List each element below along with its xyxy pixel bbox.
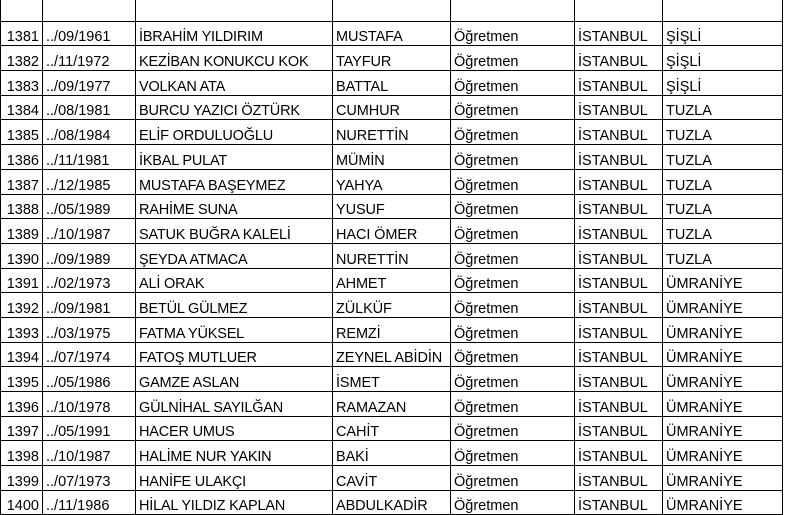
table-row: [1, 219, 783, 244]
row-number-cell: 1394: [1, 342, 43, 367]
row-number-cell: 1393: [1, 317, 43, 342]
row-number-cell: 1391: [1, 268, 43, 293]
full-name-cell: RAHİME SUNA: [136, 194, 333, 219]
birth-date-cell: ../12/1985: [43, 169, 136, 194]
city-cell: İSTANBUL: [575, 268, 663, 293]
full-name-cell: ŞEYDA ATMACA: [136, 243, 333, 268]
job-title-cell: Öğretmen: [451, 243, 575, 268]
birth-date-cell: ../05/1991: [43, 416, 136, 441]
birth-date-cell: ../05/1989: [43, 194, 136, 219]
birth-date-cell: ../11/1981: [43, 145, 136, 170]
table-row: [1, 392, 783, 417]
job-title-cell: Öğretmen: [451, 441, 575, 466]
father-name-cell: MÜMİN: [333, 145, 451, 170]
job-title-cell: Öğretmen: [451, 490, 575, 515]
table-row-partial: [1, 0, 783, 21]
birth-date-cell: ../09/1989: [43, 243, 136, 268]
table-row: [1, 416, 783, 441]
full-name-cell: HİLAL YILDIZ KAPLAN: [136, 490, 333, 515]
father-name-cell: YUSUF: [333, 194, 451, 219]
row-number-cell: 1387: [1, 169, 43, 194]
district-cell: ÜMRANİYE: [663, 317, 783, 342]
full-name-cell: ELİF ORDULUOĞLU: [136, 120, 333, 145]
full-name-cell: VOLKAN ATA: [136, 71, 333, 96]
full-name-cell: ALİ ORAK: [136, 268, 333, 293]
city-cell: İSTANBUL: [575, 169, 663, 194]
table-row: [1, 441, 783, 466]
birth-date-cell: ../09/1977: [43, 71, 136, 96]
city-cell: İSTANBUL: [575, 95, 663, 120]
father-name-cell: HACI ÖMER: [333, 219, 451, 244]
full-name-cell: SATUK BUĞRA KALELİ: [136, 219, 333, 244]
table-row: [1, 342, 783, 367]
birth-date-cell: ../10/1987: [43, 219, 136, 244]
full-name-cell: İKBAL PULAT: [136, 145, 333, 170]
city-cell: İSTANBUL: [575, 392, 663, 417]
birth-date-cell: ../02/1973: [43, 268, 136, 293]
father-name-cell: ZEYNEL ABİDİN: [333, 342, 451, 367]
birth-date-cell: ../08/1981: [43, 95, 136, 120]
table-row: [1, 145, 783, 170]
city-cell: İSTANBUL: [575, 46, 663, 71]
row-number-cell: 1383: [1, 71, 43, 96]
table-row: [1, 95, 783, 120]
father-name-cell: BAKİ: [333, 441, 451, 466]
birth-date-cell: ../11/1986: [43, 490, 136, 515]
father-name-cell: AHMET: [333, 268, 451, 293]
table-row: [1, 243, 783, 268]
table-row: [1, 367, 783, 392]
full-name-cell: MUSTAFA BAŞEYMEZ: [136, 169, 333, 194]
father-name-cell: YAHYA: [333, 169, 451, 194]
table-row: [1, 490, 783, 515]
district-cell: TUZLA: [663, 120, 783, 145]
row-number-cell: 1390: [1, 243, 43, 268]
city-cell: İSTANBUL: [575, 145, 663, 170]
full-name-cell: İBRAHİM YILDIRIM: [136, 21, 333, 46]
row-number-cell: 1388: [1, 194, 43, 219]
full-name-cell: FATOŞ MUTLUER: [136, 342, 333, 367]
row-number-cell: 1398: [1, 441, 43, 466]
table-body: [1, 0, 783, 515]
father-name-cell: MUSTAFA: [333, 21, 451, 46]
full-name-cell: GAMZE ASLAN: [136, 367, 333, 392]
row-number-cell: 1397: [1, 416, 43, 441]
job-title-cell: Öğretmen: [451, 416, 575, 441]
row-number-cell: 1400: [1, 490, 43, 515]
job-title-cell: Öğretmen: [451, 466, 575, 491]
birth-date-cell: ../10/1987: [43, 441, 136, 466]
father-name-cell: NURETTİN: [333, 243, 451, 268]
table-row: [1, 293, 783, 318]
job-title-cell: Öğretmen: [451, 219, 575, 244]
district-cell: ÜMRANİYE: [663, 293, 783, 318]
birth-date-cell: ../09/1981: [43, 293, 136, 318]
row-number-cell: 1384: [1, 95, 43, 120]
table-row: [1, 194, 783, 219]
district-cell: TUZLA: [663, 169, 783, 194]
job-title-cell: Öğretmen: [451, 169, 575, 194]
city-cell: İSTANBUL: [575, 21, 663, 46]
birth-date-cell: ../08/1984: [43, 120, 136, 145]
job-title-cell: Öğretmen: [451, 95, 575, 120]
job-title-cell: Öğretmen: [451, 268, 575, 293]
father-name-cell: ABDULKADİR: [333, 490, 451, 515]
table-row: [1, 120, 783, 145]
birth-date-cell: ../10/1978: [43, 392, 136, 417]
full-name-cell: HALİME NUR YAKIN: [136, 441, 333, 466]
father-name-cell: CUMHUR: [333, 95, 451, 120]
district-cell: TUZLA: [663, 219, 783, 244]
birth-date-cell: ../05/1986: [43, 367, 136, 392]
full-name-cell: BETÜL GÜLMEZ: [136, 293, 333, 318]
row-number-cell: 1395: [1, 367, 43, 392]
job-title-cell: Öğretmen: [451, 194, 575, 219]
table-row: [1, 268, 783, 293]
birth-date-cell: ../11/1972: [43, 46, 136, 71]
job-title-cell: Öğretmen: [451, 71, 575, 96]
full-name-cell: HACER UMUS: [136, 416, 333, 441]
row-number-cell: 1399: [1, 466, 43, 491]
father-name-cell: TAYFUR: [333, 46, 451, 71]
district-cell: ŞİŞLİ: [663, 46, 783, 71]
row-number-cell: 1382: [1, 46, 43, 71]
job-title-cell: Öğretmen: [451, 392, 575, 417]
table-row: [1, 46, 783, 71]
job-title-cell: Öğretmen: [451, 120, 575, 145]
district-cell: TUZLA: [663, 194, 783, 219]
city-cell: İSTANBUL: [575, 71, 663, 96]
job-title-cell: Öğretmen: [451, 342, 575, 367]
table-row: [1, 169, 783, 194]
city-cell: İSTANBUL: [575, 317, 663, 342]
full-name-cell: KEZİBAN KONUKCU KOK: [136, 46, 333, 71]
row-number-cell: 1396: [1, 392, 43, 417]
district-cell: ÜMRANİYE: [663, 367, 783, 392]
row-number-cell: 1392: [1, 293, 43, 318]
table-row: [1, 21, 783, 46]
table-row: [1, 466, 783, 491]
full-name-cell: BURCU YAZICI ÖZTÜRK: [136, 95, 333, 120]
city-cell: İSTANBUL: [575, 293, 663, 318]
district-cell: ÜMRANİYE: [663, 416, 783, 441]
district-cell: ÜMRANİYE: [663, 392, 783, 417]
table-row: [1, 71, 783, 96]
job-title-cell: Öğretmen: [451, 21, 575, 46]
district-cell: ÜMRANİYE: [663, 466, 783, 491]
district-cell: ŞİŞLİ: [663, 71, 783, 96]
birth-date-cell: ../07/1973: [43, 466, 136, 491]
city-cell: İSTANBUL: [575, 466, 663, 491]
job-title-cell: Öğretmen: [451, 46, 575, 71]
city-cell: İSTANBUL: [575, 219, 663, 244]
birth-date-cell: ../07/1974: [43, 342, 136, 367]
full-name-cell: HANİFE ULAKÇI: [136, 466, 333, 491]
father-name-cell: REMZİ: [333, 317, 451, 342]
district-cell: ŞİŞLİ: [663, 21, 783, 46]
father-name-cell: CAVİT: [333, 466, 451, 491]
father-name-cell: NURETTİN: [333, 120, 451, 145]
district-cell: TUZLA: [663, 145, 783, 170]
father-name-cell: BATTAL: [333, 71, 451, 96]
job-title-cell: Öğretmen: [451, 367, 575, 392]
row-number-cell: 1389: [1, 219, 43, 244]
birth-date-cell: ../03/1975: [43, 317, 136, 342]
job-title-cell: Öğretmen: [451, 145, 575, 170]
full-name-cell: FATMA YÜKSEL: [136, 317, 333, 342]
city-cell: İSTANBUL: [575, 367, 663, 392]
full-name-cell: GÜLNİHAL SAYILĞAN: [136, 392, 333, 417]
job-title-cell: Öğretmen: [451, 293, 575, 318]
father-name-cell: RAMAZAN: [333, 392, 451, 417]
row-number-cell: 1381: [1, 21, 43, 46]
city-cell: İSTANBUL: [575, 416, 663, 441]
city-cell: İSTANBUL: [575, 194, 663, 219]
district-cell: ÜMRANİYE: [663, 490, 783, 515]
city-cell: İSTANBUL: [575, 490, 663, 515]
district-cell: ÜMRANİYE: [663, 441, 783, 466]
city-cell: İSTANBUL: [575, 441, 663, 466]
birth-date-cell: ../09/1961: [43, 21, 136, 46]
district-cell: ÜMRANİYE: [663, 342, 783, 367]
table-row: [1, 317, 783, 342]
job-title-cell: Öğretmen: [451, 317, 575, 342]
father-name-cell: CAHİT: [333, 416, 451, 441]
row-number-cell: 1385: [1, 120, 43, 145]
row-number-cell: 1386: [1, 145, 43, 170]
father-name-cell: ZÜLKÜF: [333, 293, 451, 318]
city-cell: İSTANBUL: [575, 342, 663, 367]
father-name-cell: İSMET: [333, 367, 451, 392]
district-cell: TUZLA: [663, 243, 783, 268]
district-cell: TUZLA: [663, 95, 783, 120]
district-cell: ÜMRANİYE: [663, 268, 783, 293]
city-cell: İSTANBUL: [575, 120, 663, 145]
city-cell: İSTANBUL: [575, 243, 663, 268]
